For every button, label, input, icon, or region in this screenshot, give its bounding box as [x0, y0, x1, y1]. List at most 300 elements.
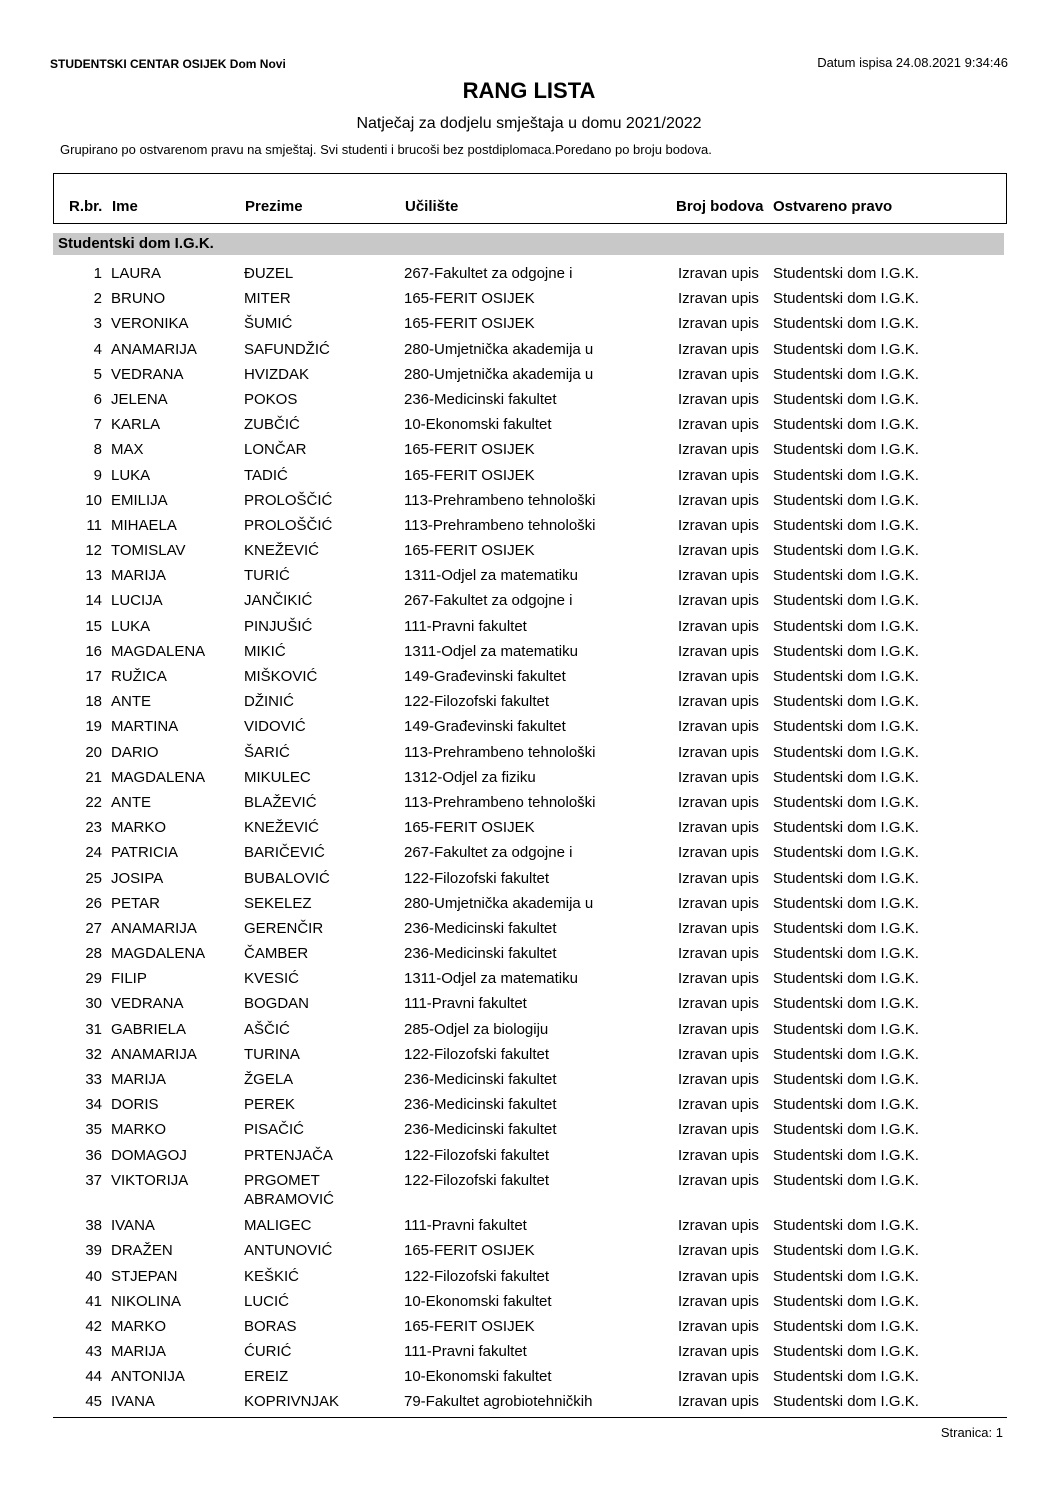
points: Izravan upis: [678, 567, 759, 585]
row-number: 19: [85, 718, 102, 736]
first-name: GABRIELA: [111, 1020, 187, 1038]
row-number: 38: [85, 1217, 102, 1235]
table-row: [0, 1216, 1058, 1241]
institution: 165-FERIT OSIJEK: [404, 1242, 535, 1260]
points: Izravan upis: [678, 1071, 759, 1088]
institution: 165-FERIT OSIJEK: [404, 441, 535, 459]
first-name: ANTE: [111, 693, 152, 711]
institution: 165-FERIT OSIJEK: [404, 315, 535, 333]
granted-right: Studentski dom I.G.K.: [773, 390, 919, 408]
row-number: 45: [85, 1393, 102, 1411]
granted-right: Studentski dom I.G.K.: [773, 617, 919, 635]
row-number: 44: [85, 1368, 102, 1386]
table-row: [0, 466, 1058, 491]
row-number: 3: [93, 315, 102, 333]
points: Izravan upis: [678, 1121, 759, 1139]
row-number: 31: [85, 1020, 102, 1038]
first-name: VIKTORIJA: [111, 1171, 189, 1189]
column-header-bodovi: Broj bodova: [676, 198, 764, 215]
points: Izravan upis: [678, 265, 759, 282]
row-number: 17: [85, 668, 102, 685]
last-name: MALIGEC: [244, 1217, 312, 1235]
row-number: 28: [85, 945, 102, 963]
granted-right: Studentski dom I.G.K.: [773, 567, 919, 585]
column-header-pravo: Ostvareno pravo: [773, 198, 893, 215]
granted-right: Studentski dom I.G.K.: [773, 315, 919, 333]
first-name: MARKO: [111, 1317, 167, 1335]
last-name: BUBALOVIĆ: [244, 869, 330, 887]
institution: 111-Pravni fakultet: [404, 995, 527, 1013]
first-name: MAX: [111, 441, 144, 459]
granted-right: Studentski dom I.G.K.: [773, 718, 919, 736]
institution: 79-Fakultet agrobiotehničkih: [404, 1393, 593, 1411]
group-label: Studentski dom I.G.K.: [58, 235, 214, 252]
points: Izravan upis: [678, 340, 759, 358]
first-name: KARLA: [111, 416, 161, 434]
row-number: 37: [85, 1171, 102, 1189]
granted-right: Studentski dom I.G.K.: [773, 1096, 919, 1114]
table-row: [0, 516, 1058, 541]
last-name: KEŠKIĆ: [244, 1267, 300, 1285]
last-name: EREIZ: [244, 1368, 289, 1386]
last-name: ŠARIĆ: [244, 743, 290, 761]
last-name: MIKULEC: [244, 768, 311, 786]
granted-right: Studentski dom I.G.K.: [773, 743, 919, 761]
row-number: 14: [85, 592, 102, 610]
last-name: PINJUŠIĆ: [244, 617, 313, 635]
institution: 111-Pravni fakultet: [404, 617, 527, 635]
granted-right: Studentski dom I.G.K.: [773, 1393, 919, 1411]
institution: 111-Pravni fakultet: [404, 1343, 527, 1361]
table-row: [0, 869, 1058, 894]
row-number: 29: [85, 970, 102, 988]
row-number: 41: [85, 1292, 102, 1310]
table-row: [0, 264, 1058, 289]
row-number: 25: [85, 869, 102, 887]
row-number: 15: [85, 617, 102, 635]
first-name: JELENA: [111, 390, 168, 408]
table-row: [0, 289, 1058, 314]
row-number: 30: [85, 995, 102, 1013]
last-name: PRGOMET ABRAMOVIĆ: [244, 1171, 335, 1208]
table-row: [0, 1392, 1058, 1417]
page-subtitle: Natječaj za dodjelu smještaja u domu 2021/2022: [356, 115, 702, 132]
page-number: Stranica: 1: [940, 1425, 1003, 1440]
points: Izravan upis: [678, 390, 759, 408]
first-name: LAURA: [111, 265, 162, 282]
granted-right: Studentski dom I.G.K.: [773, 894, 919, 912]
last-name: TADIĆ: [244, 466, 288, 484]
granted-right: Studentski dom I.G.K.: [773, 265, 919, 282]
institution: 236-Medicinski fakultet: [404, 1096, 557, 1114]
first-name: BRUNO: [111, 290, 166, 308]
granted-right: Studentski dom I.G.K.: [773, 1217, 919, 1235]
points: Izravan upis: [678, 542, 759, 560]
last-name: BLAŽEVIĆ: [244, 793, 317, 811]
first-name: PETAR: [111, 894, 160, 912]
row-number: 7: [93, 416, 102, 434]
column-header-ime: Ime: [112, 198, 138, 215]
last-name: MIŠKOVIĆ: [244, 668, 318, 685]
table-row: [0, 314, 1058, 339]
table-row: [0, 667, 1058, 692]
granted-right: Studentski dom I.G.K.: [773, 340, 919, 358]
last-name: KVESIĆ: [244, 970, 300, 988]
points: Izravan upis: [678, 416, 759, 434]
granted-right: Studentski dom I.G.K.: [773, 1121, 919, 1139]
points: Izravan upis: [678, 441, 759, 459]
table-row: [0, 591, 1058, 616]
row-number: 32: [85, 1045, 102, 1063]
row-number: 18: [85, 693, 102, 711]
first-name: IVANA: [111, 1393, 155, 1411]
granted-right: Studentski dom I.G.K.: [773, 416, 919, 434]
row-number: 13: [85, 567, 102, 585]
first-name: MARIJA: [111, 1071, 167, 1088]
granted-right: Studentski dom I.G.K.: [773, 1242, 919, 1260]
table-row: [0, 1146, 1058, 1171]
points: Izravan upis: [678, 945, 759, 963]
granted-right: Studentski dom I.G.K.: [773, 1343, 919, 1361]
row-number: 22: [85, 793, 102, 811]
table-row: [0, 1292, 1058, 1317]
institution: 122-Filozofski fakultet: [404, 869, 550, 887]
last-name: BARIČEVIĆ: [244, 844, 325, 862]
table-row: [0, 1267, 1058, 1292]
institution: 1311-Odjel za matematiku: [404, 970, 578, 988]
granted-right: Studentski dom I.G.K.: [773, 819, 919, 837]
institution: 10-Ekonomski fakultet: [404, 1368, 552, 1386]
last-name: KNEŽEVIĆ: [244, 819, 320, 837]
institution: 1311-Odjel za matematiku: [404, 642, 578, 660]
table-row: [0, 566, 1058, 591]
first-name: ANTE: [111, 793, 152, 811]
table-row: [0, 793, 1058, 818]
table-row: [0, 1317, 1058, 1342]
points: Izravan upis: [678, 290, 759, 308]
last-name: PEREK: [244, 1096, 295, 1114]
first-name: DRAŽEN: [111, 1242, 173, 1260]
table-row: [0, 843, 1058, 868]
institution: 113-Prehrambeno tehnološki: [404, 743, 596, 761]
institution: 1312-Odjel za fiziku: [404, 768, 536, 786]
points: Izravan upis: [678, 1317, 759, 1335]
granted-right: Studentski dom I.G.K.: [773, 1071, 919, 1088]
institution: 236-Medicinski fakultet: [404, 1071, 557, 1088]
institution: 10-Ekonomski fakultet: [404, 1292, 552, 1310]
institution: 280-Umjetnička akademija u: [404, 365, 594, 383]
first-name: ANAMARIJA: [111, 340, 197, 358]
points: Izravan upis: [678, 819, 759, 837]
points: Izravan upis: [678, 995, 759, 1013]
granted-right: Studentski dom I.G.K.: [773, 970, 919, 988]
granted-right: Studentski dom I.G.K.: [773, 995, 919, 1013]
points: Izravan upis: [678, 466, 759, 484]
ranking-table: [0, 264, 1058, 1418]
points: Izravan upis: [678, 668, 759, 685]
points: Izravan upis: [678, 1292, 759, 1310]
institution: 122-Filozofski fakultet: [404, 1146, 550, 1164]
row-number: 34: [85, 1096, 102, 1114]
points: Izravan upis: [678, 365, 759, 383]
points: Izravan upis: [678, 768, 759, 786]
points: Izravan upis: [678, 1096, 759, 1114]
points: Izravan upis: [678, 1045, 759, 1063]
row-number: 21: [85, 768, 102, 786]
last-name: KOPRIVNJAK: [244, 1393, 340, 1411]
first-name: MARTINA: [111, 718, 179, 736]
table-row: [0, 944, 1058, 969]
last-name: PROLOŠČIĆ: [244, 491, 333, 509]
first-name: DORIS: [111, 1096, 159, 1114]
row-number: 9: [93, 466, 102, 484]
points: Izravan upis: [678, 1343, 759, 1361]
column-header-prezime: Prezime: [245, 198, 303, 215]
institution: 280-Umjetnička akademija u: [404, 340, 594, 358]
granted-right: Studentski dom I.G.K.: [773, 542, 919, 560]
row-number: 26: [85, 894, 102, 912]
first-name: EMILIJA: [111, 491, 168, 509]
granted-right: Studentski dom I.G.K.: [773, 516, 919, 534]
granted-right: Studentski dom I.G.K.: [773, 365, 919, 383]
first-name: MARIJA: [111, 1343, 167, 1361]
last-name: VIDOVIĆ: [244, 718, 306, 736]
first-name: ANAMARIJA: [111, 919, 197, 937]
institution: 10-Ekonomski fakultet: [404, 416, 552, 434]
institution: 236-Medicinski fakultet: [404, 1121, 557, 1139]
first-name: NIKOLINA: [111, 1292, 182, 1310]
row-number: 4: [93, 340, 102, 358]
table-row: [0, 894, 1058, 919]
table-row: [0, 1070, 1058, 1095]
table-row: [0, 717, 1058, 742]
first-name: ANTONIJA: [111, 1368, 185, 1386]
first-name: MARKO: [111, 819, 167, 837]
points: Izravan upis: [678, 869, 759, 887]
granted-right: Studentski dom I.G.K.: [773, 945, 919, 963]
points: Izravan upis: [678, 315, 759, 333]
last-name: DŽINIĆ: [244, 693, 294, 711]
granted-right: Studentski dom I.G.K.: [773, 466, 919, 484]
first-name: MARIJA: [111, 567, 167, 585]
table-row: [0, 692, 1058, 717]
points: Izravan upis: [678, 919, 759, 937]
first-name: IVANA: [111, 1217, 155, 1235]
table-row: [0, 415, 1058, 440]
institution: 267-Fakultet za odgojne i: [404, 844, 573, 862]
bottom-divider: [53, 1417, 1007, 1418]
row-number: 12: [85, 542, 102, 560]
first-name: TOMISLAV: [111, 542, 186, 560]
row-number: 35: [85, 1121, 102, 1139]
row-number: 16: [85, 642, 102, 660]
first-name: VEDRANA: [111, 995, 184, 1013]
points: Izravan upis: [678, 743, 759, 761]
institution: 165-FERIT OSIJEK: [404, 542, 535, 560]
row-number: 20: [85, 743, 102, 761]
table-row: [0, 1367, 1058, 1392]
table-row: [0, 440, 1058, 465]
last-name: PISAČIĆ: [244, 1121, 305, 1139]
granted-right: Studentski dom I.G.K.: [773, 793, 919, 811]
points: Izravan upis: [678, 894, 759, 912]
row-number: 27: [85, 919, 102, 937]
institution: 113-Prehrambeno tehnološki: [404, 491, 596, 509]
first-name: VERONIKA: [111, 315, 189, 333]
table-row: [0, 743, 1058, 768]
first-name: MAGDALENA: [111, 945, 206, 963]
last-name: BOGDAN: [244, 995, 310, 1013]
table-row: [0, 1171, 1058, 1216]
table-row: [0, 818, 1058, 843]
last-name: ANTUNOVIĆ: [244, 1242, 333, 1260]
granted-right: Studentski dom I.G.K.: [773, 844, 919, 862]
table-row: [0, 491, 1058, 516]
table-header: [53, 173, 1007, 224]
first-name: LUKA: [111, 466, 151, 484]
granted-right: Studentski dom I.G.K.: [773, 668, 919, 685]
points: Izravan upis: [678, 1020, 759, 1038]
row-number: 39: [85, 1242, 102, 1260]
points: Izravan upis: [678, 1146, 759, 1164]
first-name: ANAMARIJA: [111, 1045, 197, 1063]
first-name: VEDRANA: [111, 365, 184, 383]
row-number: 2: [93, 290, 102, 308]
institution: 280-Umjetnička akademija u: [404, 894, 594, 912]
first-name: MARKO: [111, 1121, 167, 1139]
row-number: 36: [85, 1146, 102, 1164]
last-name: JANČIKIĆ: [244, 592, 313, 610]
points: Izravan upis: [678, 516, 759, 534]
table-row: [0, 969, 1058, 994]
institution: 111-Pravni fakultet: [404, 1217, 527, 1235]
institution: 149-Građevinski fakultet: [404, 668, 566, 685]
table-row: [0, 340, 1058, 365]
last-name: LUCIĆ: [244, 1292, 290, 1310]
granted-right: Studentski dom I.G.K.: [773, 491, 919, 509]
granted-right: Studentski dom I.G.K.: [773, 1267, 919, 1285]
last-name: SEKELEZ: [244, 894, 312, 912]
table-row: [0, 365, 1058, 390]
last-name: LONČAR: [244, 441, 307, 459]
granted-right: Studentski dom I.G.K.: [773, 1146, 919, 1164]
row-number: 5: [93, 365, 102, 383]
points: Izravan upis: [678, 693, 759, 711]
points: Izravan upis: [678, 1171, 759, 1189]
table-row: [0, 1020, 1058, 1045]
institution: 165-FERIT OSIJEK: [404, 819, 535, 837]
first-name: DARIO: [111, 743, 159, 761]
granted-right: Studentski dom I.G.K.: [773, 1045, 919, 1063]
institution: 267-Fakultet za odgojne i: [404, 592, 573, 610]
row-number: 40: [85, 1267, 102, 1285]
first-name: FILIP: [111, 970, 147, 988]
institution: 113-Prehrambeno tehnološki: [404, 516, 596, 534]
last-name: ĆURIĆ: [244, 1343, 292, 1361]
table-row: [0, 390, 1058, 415]
first-name: LUCIJA: [111, 592, 163, 610]
page-title: RANG LISTA: [462, 78, 596, 103]
points: Izravan upis: [678, 718, 759, 736]
institution: 122-Filozofski fakultet: [404, 1045, 550, 1063]
granted-right: Studentski dom I.G.K.: [773, 1020, 919, 1038]
table-row: [0, 919, 1058, 944]
last-name: MITER: [244, 290, 291, 308]
points: Izravan upis: [678, 1267, 759, 1285]
institution: 165-FERIT OSIJEK: [404, 1317, 535, 1335]
last-name: ŠUMIĆ: [244, 315, 293, 333]
institution: 267-Fakultet za odgojne i: [404, 265, 573, 282]
institution: 236-Medicinski fakultet: [404, 390, 557, 408]
first-name: JOSIPA: [111, 869, 164, 887]
granted-right: Studentski dom I.G.K.: [773, 1368, 919, 1386]
granted-right: Studentski dom I.G.K.: [773, 693, 919, 711]
granted-right: Studentski dom I.G.K.: [773, 869, 919, 887]
table-row: [0, 1120, 1058, 1145]
points: Izravan upis: [678, 592, 759, 610]
first-name: MAGDALENA: [111, 642, 206, 660]
granted-right: Studentski dom I.G.K.: [773, 768, 919, 786]
last-name: TURIĆ: [244, 567, 290, 585]
table-row: [0, 1241, 1058, 1266]
row-number: 42: [85, 1317, 102, 1335]
institution: 122-Filozofski fakultet: [404, 1171, 550, 1189]
last-name: ČAMBER: [244, 945, 309, 963]
last-name: POKOS: [244, 390, 298, 408]
table-row: [0, 1342, 1058, 1367]
institution: 236-Medicinski fakultet: [404, 945, 557, 963]
points: Izravan upis: [678, 617, 759, 635]
last-name: TURINA: [244, 1045, 300, 1063]
granted-right: Studentski dom I.G.K.: [773, 1317, 919, 1335]
points: Izravan upis: [678, 642, 759, 660]
first-name: DOMAGOJ: [111, 1146, 187, 1164]
column-header-rbr: R.br.: [69, 198, 103, 215]
granted-right: Studentski dom I.G.K.: [773, 290, 919, 308]
grouping-note: Grupirano po ostvarenom pravu na smještaj. Svi studenti i brucoši bez postdiplomaca.Poredano po broju bodova.: [60, 142, 712, 157]
row-number: 43: [85, 1343, 102, 1361]
last-name: ĐUZEL: [244, 265, 294, 282]
last-name: MIKIĆ: [244, 642, 286, 660]
first-name: PATRICIA: [111, 844, 178, 862]
row-number: 24: [85, 844, 102, 862]
row-number: 33: [85, 1071, 102, 1088]
institution: 165-FERIT OSIJEK: [404, 290, 535, 308]
points: Izravan upis: [678, 491, 759, 509]
row-number: 10: [85, 491, 102, 509]
last-name: HVIZDAK: [244, 365, 310, 383]
points: Izravan upis: [678, 1242, 759, 1260]
last-name: GERENČIR: [244, 919, 324, 937]
first-name: RUŽICA: [111, 668, 167, 685]
granted-right: Studentski dom I.G.K.: [773, 642, 919, 660]
points: Izravan upis: [678, 1217, 759, 1235]
last-name: BORAS: [244, 1317, 297, 1335]
institution: 122-Filozofski fakultet: [404, 693, 550, 711]
points: Izravan upis: [678, 844, 759, 862]
first-name: LUKA: [111, 617, 151, 635]
last-name: SAFUNDŽIĆ: [244, 340, 330, 358]
granted-right: Studentski dom I.G.K.: [773, 592, 919, 610]
organization-name: STUDENTSKI CENTAR OSIJEK Dom Novi: [50, 57, 286, 71]
granted-right: Studentski dom I.G.K.: [773, 1292, 919, 1310]
first-name: MIHAELA: [111, 516, 177, 534]
institution: 285-Odjel za biologiju: [404, 1020, 549, 1038]
table-row: [0, 1045, 1058, 1070]
last-name: AŠČIĆ: [244, 1020, 290, 1038]
table-row: [0, 768, 1058, 793]
row-number: 8: [93, 441, 102, 459]
